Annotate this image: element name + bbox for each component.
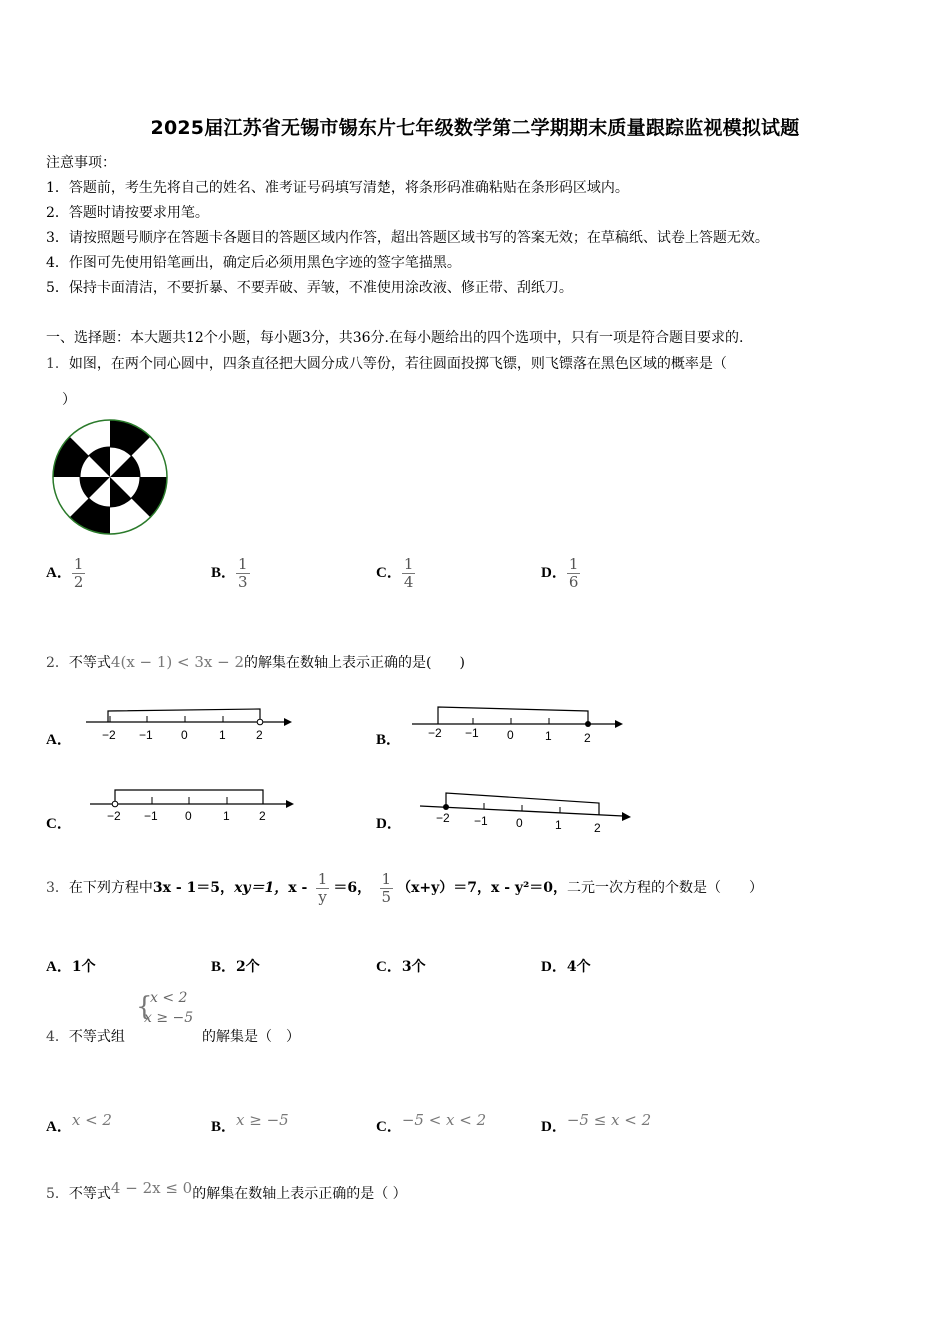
option-a[interactable]: A． $\frac{1}{2}$ <box>46 555 84 591</box>
note-item: 5．保持卡面清洁，不要折暴、不要弄破、弄皱，不准使用涂改液、修正带、刮纸刀。 <box>46 280 573 296</box>
option-c[interactable]: C．3个 <box>376 959 426 975</box>
tick-label: −1 <box>139 728 153 742</box>
option-d[interactable]: D．−5 ≤ x < 2 <box>541 1111 652 1135</box>
question-text: 如图，在两个同心圆中，四条直径把大圆分成八等份，若往圆面投掷飞镖，则飞镖落在黑色区域的概率是（ <box>68 356 727 372</box>
tick-label: 1 <box>223 809 230 823</box>
option-c[interactable]: C．−5 < x < 2 <box>376 1111 487 1135</box>
option-b[interactable]: B．x ≥ −5 <box>211 1111 289 1135</box>
fraction: $\frac{1}{5}$ <box>381 870 392 906</box>
tick-label: 1 <box>555 818 562 832</box>
question-3: 3．在下列方程中3x - 1＝5，xy＝1，x - $\frac{1}{y}$ ＝6， $\frac{1}{5}$ （x+y）＝7，x - y²＝0，二元一次方程的个数是（ ） <box>46 870 763 906</box>
tick-label: −2 <box>436 811 450 825</box>
note-item: 3．请按照题号顺序在答题卡各题目的答题区域内作答，超出答题区域书写的答案无效；在草稿纸、试卷上答题无效。 <box>46 230 769 246</box>
tick-label: 2 <box>256 728 263 742</box>
question-1 <box>46 353 727 373</box>
option-b[interactable]: B． $\frac{1}{3}$ <box>211 555 248 591</box>
notes-heading: 注意事项： <box>46 155 116 171</box>
question-2: 2．不等式4(x − 1) < 3x − 2的解集在数轴上表示正确的是( ) <box>46 653 465 671</box>
option-a-label[interactable]: A． <box>46 732 72 748</box>
inequality-expression: 4(x − 1) < 3x − 2 <box>110 653 245 671</box>
option-d[interactable]: D．4个 <box>541 959 591 975</box>
option-b[interactable]: B．2个 <box>211 959 260 975</box>
number-line-d <box>418 790 638 840</box>
tick-label: 0 <box>185 809 192 823</box>
option-d[interactable]: D． $\frac{1}{6}$ <box>541 555 579 591</box>
question-5: 5．不等式4 − 2x ≤ 0的解集在数轴上表示正确的是（ ） <box>46 1179 407 1202</box>
inequality-expression: 4 − 2x ≤ 0 <box>110 1179 193 1197</box>
tick-label: 2 <box>259 809 266 823</box>
section-heading: 一、选择题：本大题共12个小题，每小题3分，共36分.在每小题给出的四个选项中，只有一项是符合题目要求的. <box>46 330 744 346</box>
fraction: $\frac{1}{3}$ <box>238 555 248 591</box>
tick-label: 0 <box>507 728 514 742</box>
option-d-label[interactable]: D． <box>376 816 402 832</box>
question-number: 1． <box>46 356 69 372</box>
option-c[interactable]: C． $\frac{1}{4}$ <box>376 555 414 591</box>
note-item: 4．作图可先使用铅笔画出，确定后必须用黑色字迹的签字笔描黑。 <box>46 255 461 271</box>
number-line-a <box>84 702 294 748</box>
option-a[interactable]: A．1个 <box>46 959 96 975</box>
fraction: $\frac{1}{6}$ <box>568 555 579 591</box>
tick-label: 0 <box>181 728 188 742</box>
inequality-system: { x < 2 x ≥ −5 <box>136 990 194 1026</box>
concentric-circles-figure <box>50 418 170 536</box>
question-1-close: ） <box>62 392 76 408</box>
option-b-label[interactable]: B． <box>376 732 402 748</box>
fraction: $\frac{1}{4}$ <box>403 555 414 591</box>
tick-label: 1 <box>219 728 226 742</box>
tick-label: −1 <box>144 809 158 823</box>
tick-label: −2 <box>102 728 116 742</box>
number-line-c <box>88 786 298 832</box>
note-item: 1．答题前，考生先将自己的姓名、准考证号码填写清楚，将条形码准确粘贴在条形码区域内。 <box>46 180 629 196</box>
tick-label: 1 <box>545 729 552 743</box>
number-line-b <box>410 696 630 746</box>
question-4-tail: 的解集是（ ） <box>202 1029 300 1045</box>
page-title: 2025届江苏省无锡市锡东片七年级数学第二学期期末质量跟踪监视模拟试题 <box>150 117 800 139</box>
note-item: 2．答题时请按要求用笔。 <box>46 205 209 221</box>
fraction: $\frac{1}{y}$ <box>317 870 328 906</box>
tick-label: 2 <box>594 821 601 835</box>
tick-label: 2 <box>584 731 591 745</box>
tick-label: −1 <box>465 726 479 740</box>
option-c-label[interactable]: C． <box>46 816 72 832</box>
tick-label: −2 <box>107 809 121 823</box>
question-4: 4．不等式组 <box>46 1029 125 1045</box>
option-a[interactable]: A．x < 2 <box>46 1111 112 1135</box>
tick-label: −2 <box>428 726 442 740</box>
tick-label: −1 <box>474 814 488 828</box>
fraction: $\frac{1}{2}$ <box>73 555 84 591</box>
tick-label: 0 <box>516 816 523 830</box>
